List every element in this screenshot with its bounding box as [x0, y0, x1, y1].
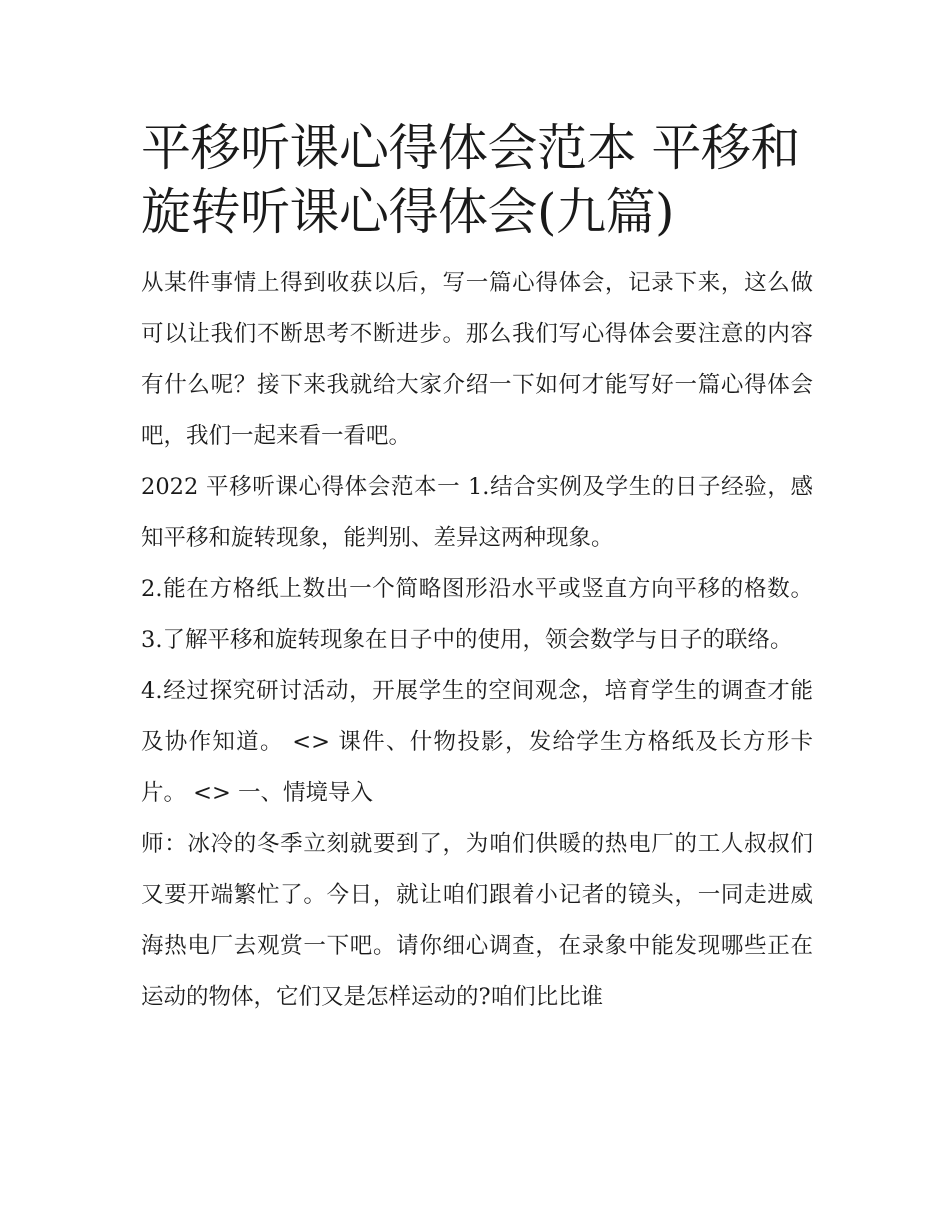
paragraph-objective-4: 4.经过探究研讨活动，开展学生的空间观念，培育学生的调查才能及协作知道。 <> 课件、什物投影，发给学生方格纸及长方形卡片。 <> 一、情境导入 [141, 678, 813, 806]
paragraph-intro: 从某件事情上得到收获以后，写一篇心得体会，记录下来，这么做可以让我们不断思考不断进步。那么我们写心得体会要注意的内容有什么呢？接下来我就给大家介绍一下如何才能写好一篇心得体会吧，我们一起来看一看吧。 [141, 270, 813, 449]
paragraph-objective-2-3: 2.能在方格纸上数出一个简略图形沿水平或竖直方向平移的格数。 3.了解平移和旋转现象在日子中的使用，领会数学与日子的联络。 [141, 576, 813, 653]
document-title: 平移听课心得体会范本 平移和旋转听课心得体会(九篇) [141, 119, 800, 241]
document-body [141, 116, 813, 1023]
paragraph-teacher-dialogue: 师：冰冷的冬季立刻就要到了，为咱们供暖的热电厂的工人叔叔们又要开端繁忙了。今日，就让咱们跟着小记者的镜头，一同走进威海热电厂去观赏一下吧。请你细心调查，在录象中能发现哪些正在运动的物体，它们又是怎样运动的?咱们比比谁 [141, 831, 813, 1010]
paragraph-objective-1: 2022 平移听课心得体会范本一 1.结合实例及学生的日子经验，感知平移和旋转现象，能判别、差异这两种现象。 [141, 474, 813, 551]
